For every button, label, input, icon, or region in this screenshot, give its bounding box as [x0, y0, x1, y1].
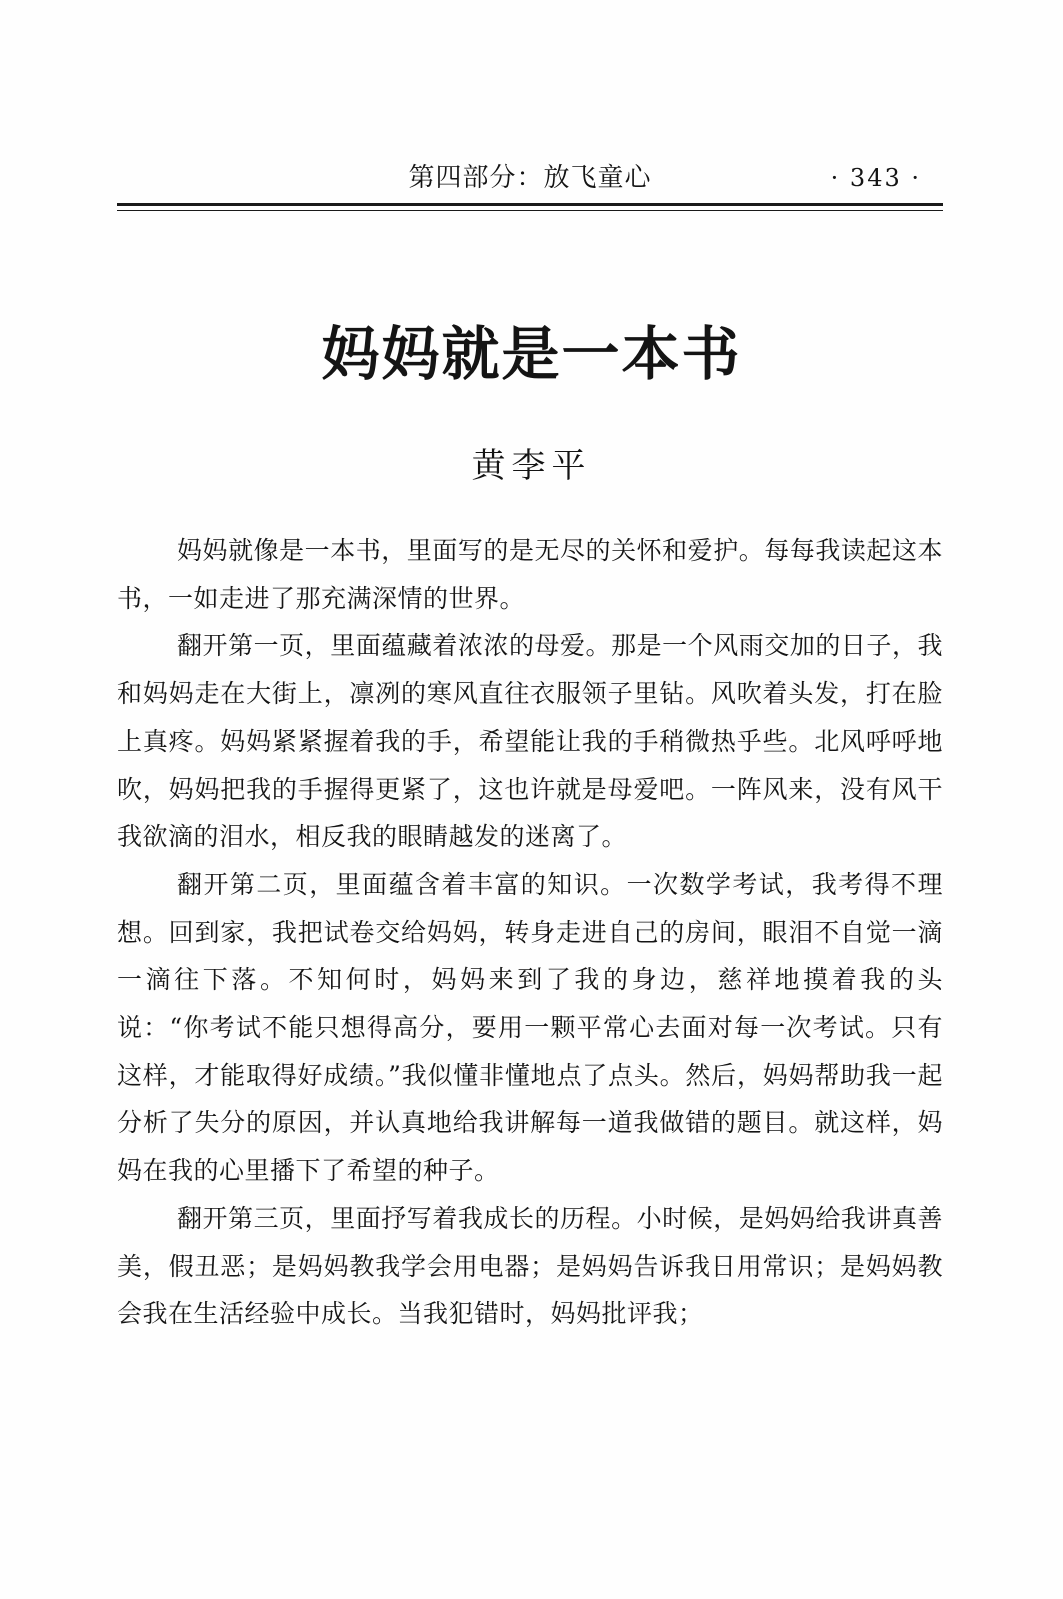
- section-title: 第四部分：放飞童心: [408, 163, 652, 193]
- header-rule-thin: [117, 210, 943, 211]
- paragraph: 妈妈就像是一本书，里面写的是无尽的关怀和爱护。每每我读起这本书，一如走进了那充满深情的世界。: [117, 536, 943, 613]
- header-rule-thick: [117, 203, 943, 206]
- running-header: [117, 160, 943, 196]
- paragraph: 翻开第一页，里面蕴藏着浓浓的母爱。那是一个风雨交加的日子，我和妈妈走在大街上，凛冽的寒风直往衣服领子里钻。风吹着头发，打在脸上真疼。妈妈紧紧握着我的手，希望能让我的手稍微热乎些。北风呼呼地吹，妈妈把我的手握得更紧了，这也许就是母爱吧。一阵风来，没有风干我欲滴的泪水，相反我的眼睛越发的迷离了。: [117, 631, 943, 852]
- paragraph: 翻开第二页，里面蕴含着丰富的知识。一次数学考试，我考得不理想。回到家，我把试卷交给妈妈，转身走进自己的房间，眼泪不自觉一滴一滴往下落。不知何时，妈妈来到了我的身边，慈祥地摸着我的头说：“你考试不能只想得高分，要用一颗平常心去面对每一次考试。只有这样，才能取得好成绩。”我似懂非懂地点了点头。然后，妈妈帮助我一起分析了失分的原因，并认真地给我讲解每一道我做错的题目。就这样，妈妈在我的心里播下了希望的种子。: [117, 869, 943, 1186]
- article-body: [117, 527, 943, 1338]
- article-title: 妈妈就是一本书: [321, 320, 742, 388]
- paragraph: 翻开第三页，里面抒写着我成长的历程。小时候，是妈妈给我讲真善美，假丑恶；是妈妈教我学会用电器；是妈妈告诉我日用常识；是妈妈教会我在生活经验中成长。当我犯错时，妈妈批评我；: [117, 1203, 943, 1329]
- page-number: · 343 ·: [830, 164, 921, 192]
- article-author: 黄李平: [471, 446, 592, 486]
